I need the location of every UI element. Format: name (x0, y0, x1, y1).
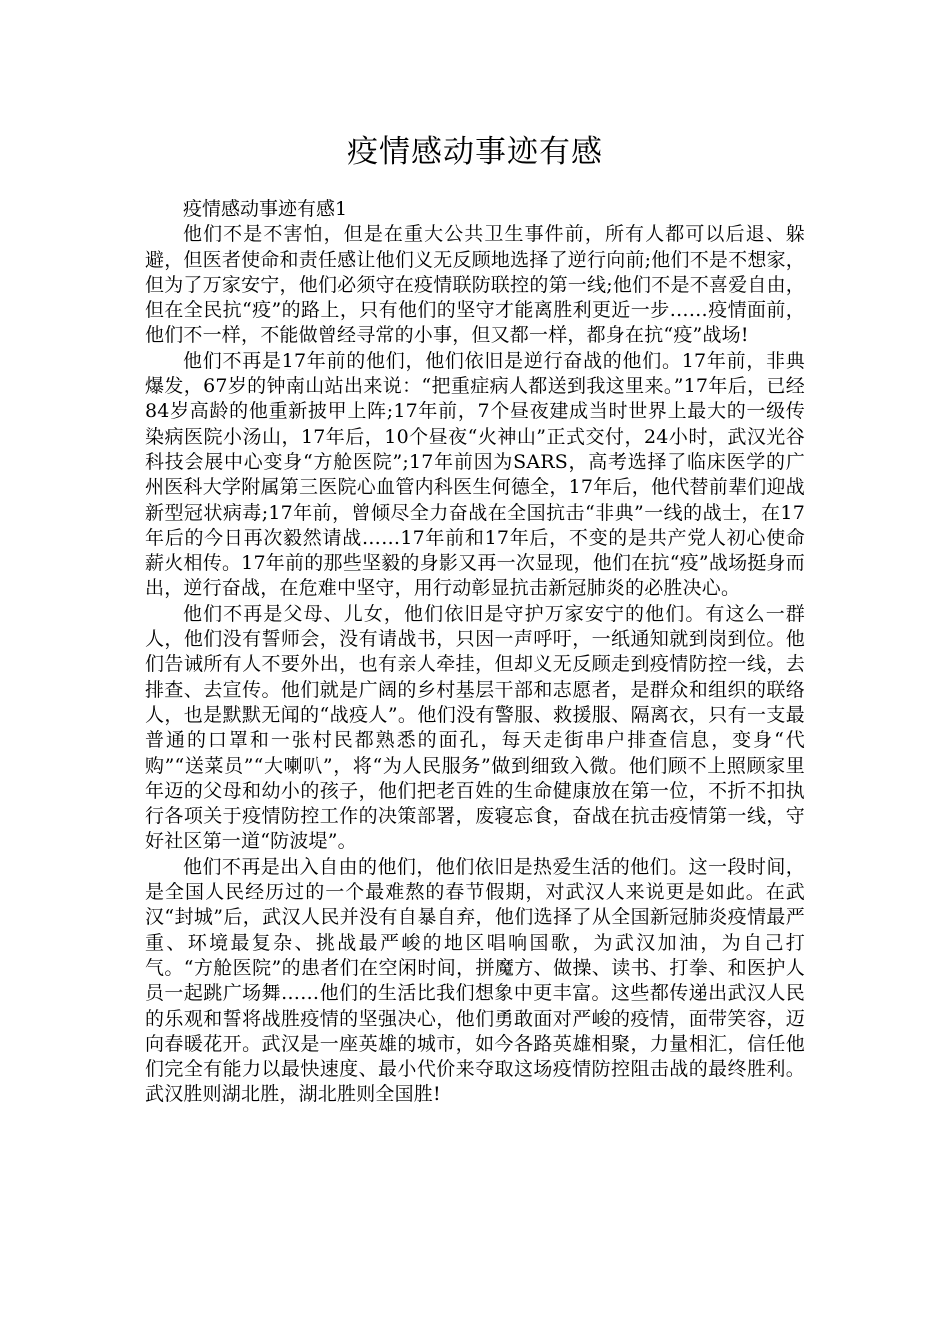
section-subtitle: 疫情感动事迹有感1 (183, 198, 348, 220)
paragraph-1: 他们不是不害怕，但是在重大公共卫生事件前，所有人都可以后退、躲避，但医者使命和责任感让他们义无反顾地选择了逆行向前;他们不是不想家，但为了万家安宁，他们必须守在疫情联防联控的第一线;他们不是不喜爱自由，但在全民抗“疫”的路上，只有他们的坚守才能离胜利更近一步……疫情面前，他们不一样，不能做曾经寻常的小事，但又都一样，都身在抗“疫”战场! (145, 223, 805, 347)
paragraph-2: 他们不再是17年前的他们，他们依旧是逆行奋战的他们。17年前，非典爆发，67岁的钟南山站出来说：“把重症病人都送到我这里来。”17年后，已经84岁高龄的他重新披甲上阵;17年前，7个昼夜建成当时世界上最大的一级传染病医院小汤山，17年后，10个昼夜“火神山”正式交付，24小时，武汉光谷科技会展中心变身“方舱医院”;17年前因为SARS，高考选择了临床医学的广州医科大学附属第三医院心血管内科医生何德全，17年后，他代替前辈们迎战新型冠状病毒;17年前，曾倾尽全力奋战在全国抗击“非典”一线的战士，在17年后的今日再次毅然请战……17年前和17年后，不变的是共产党人初心使命薪火相传。17年前的那些坚毅的身影又再一次显现，他们在抗“疫”战场挺身而出，逆行奋战，在危难中坚守，用行动彰显抗击新冠肺炎的必胜决心。 (145, 349, 805, 600)
paragraph-4: 他们不再是出入自由的他们，他们依旧是热爱生活的他们。这一段时间，是全国人民经历过的一个最难熬的春节假期，对武汉人来说更是如此。在武汉“封城”后，武汉人民并没有自暴自弃，他们选择了从全国新冠肺炎疫情最严重、环境最复杂、挑战最严峻的地区唱响国歌，为武汉加油，为自己打气。“方舱医院”的患者们在空闲时间，拼魔方、做操、读书、打拳、和医护人员一起跳广场舞……他们的生活比我们想象中更丰富。这些都传递出武汉人民的乐观和誓将战胜疫情的坚强决心，他们勇敢面对严峻的疫情，面带笑容，迈向春暖花开。武汉是一座英雄的城市，如今各路英雄相聚，力量相汇，信任他们完全有能力以最快速度、最小代价来夺取这场疫情防控阻击战的最终胜利。武汉胜则湖北胜，湖北胜则全国胜! (145, 855, 805, 1106)
paragraph-3: 他们不再是父母、儿女，他们依旧是守护万家安宁的他们。有这么一群人，他们没有誓师会，没有请战书，只因一声呼吁，一纸通知就到岗到位。他们告诫所有人不要外出，也有亲人牵挂，但却义无反顾走到疫情防控一线，去排查、去宣传。他们就是广阔的乡村基层干部和志愿者，是群众和组织的联络人，也是默默无闻的“战疫人”。他们没有警服、救援服、隔离衣，只有一支最普通的口罩和一张村民都熟悉的面孔，每天走街串户排查信息，变身“代购”“送菜员”“大喇叭”，将“为人民服务”做到细致入微。他们顾不上照顾家里年迈的父母和幼小的孩子，他们把老百姓的生命健康放在第一位，不折不扣执行各项关于疫情防控工作的决策部署，废寝忘食，奋战在抗击疫情第一线，守好社区第一道“防波堤”。 (145, 602, 805, 853)
document-page (145, 0, 805, 1108)
document-title: 疫情感动事迹有感 (347, 134, 603, 170)
